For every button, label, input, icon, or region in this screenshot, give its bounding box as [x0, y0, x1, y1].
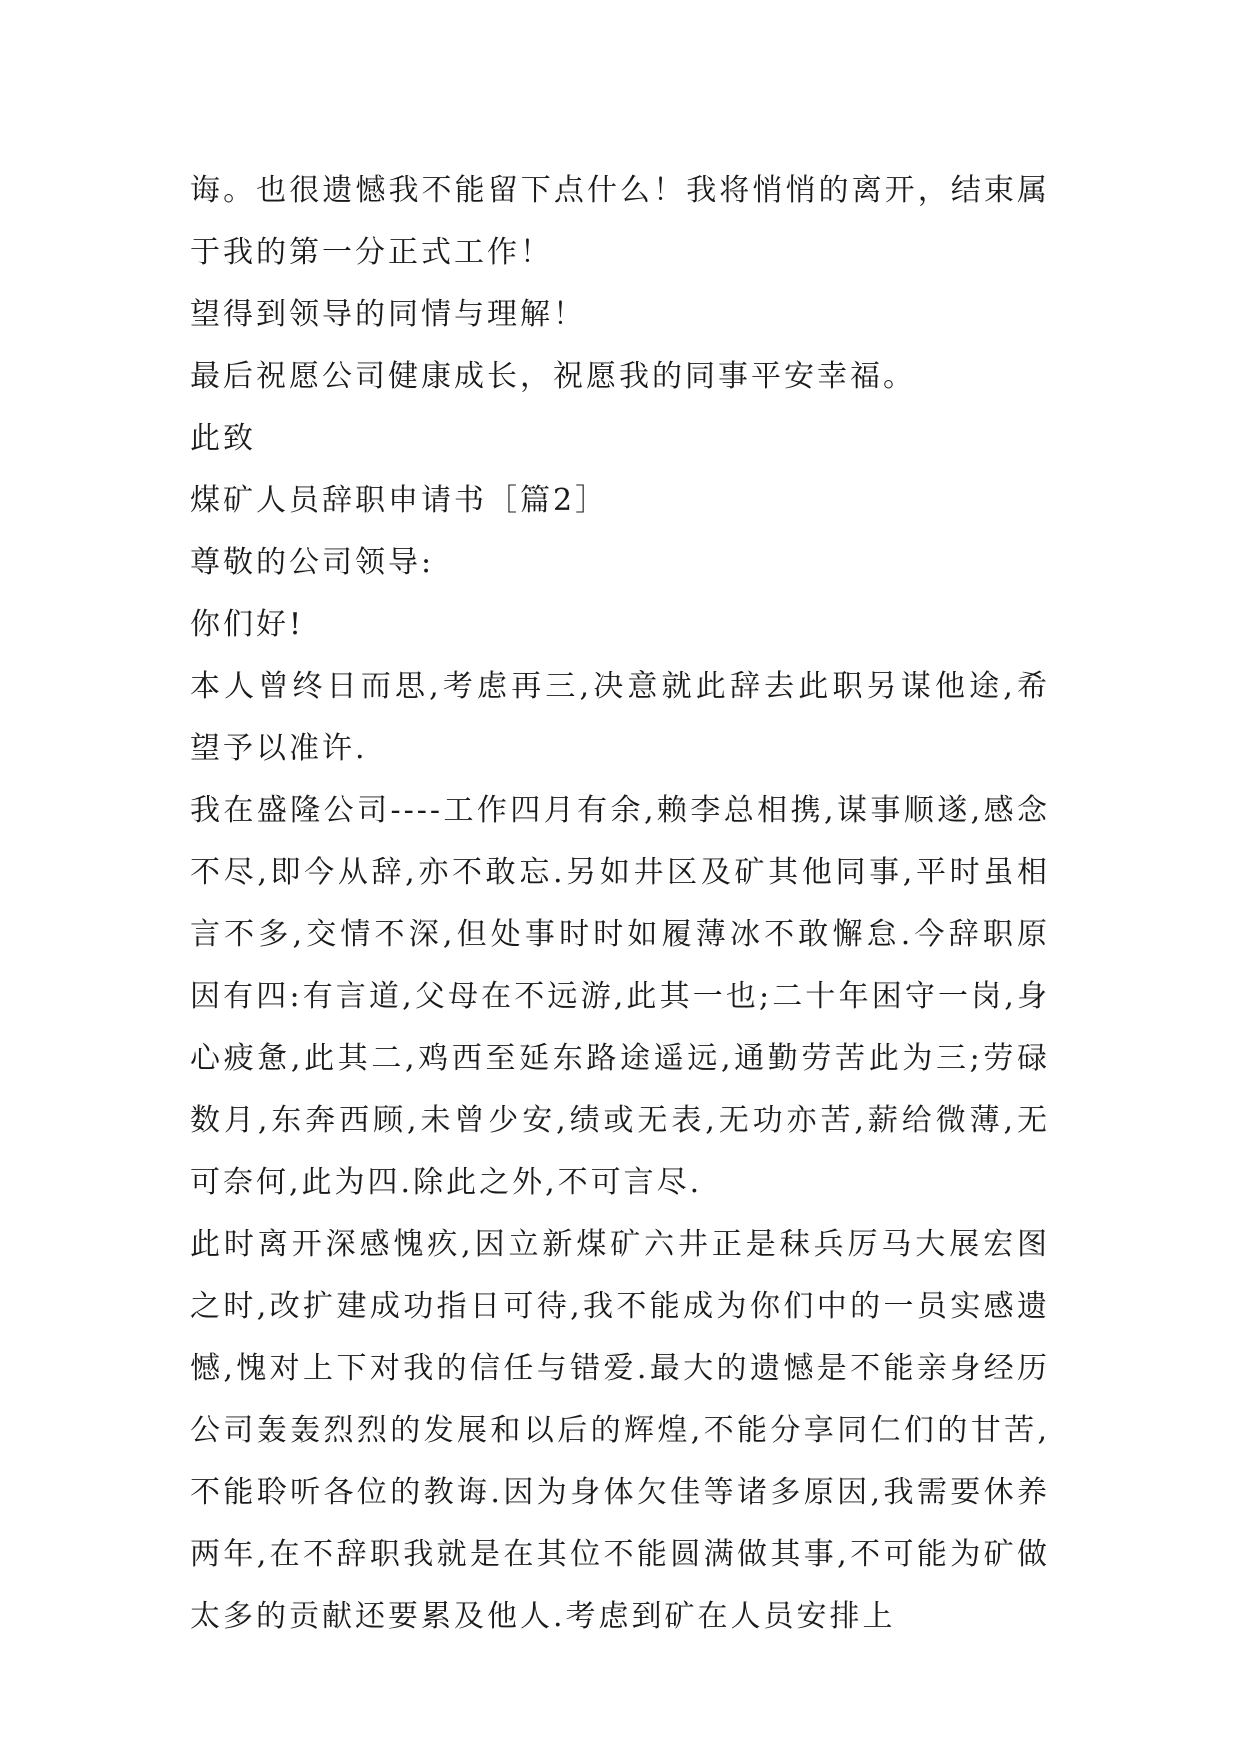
paragraph-regret: 此时离开深感愧疚,因立新煤矿六井正是秣兵厉马大展宏图之时,改扩建成功指日可待,我不能成为你们中的一员实感遗憾,愧对上下对我的信任与错爱.最大的遗憾是不能亲身经历公司轰轰烈烈的发展和以后的辉煌,不能分享同仁们的甘苦,不能聆听各位的教诲.因为身体欠佳等诸多原因,我需要休养两年,在不辞职我就是在其位不能圆满做其事,不可能为矿做太多的贡献还要累及他人.考虑到矿在人员安排上 [190, 1227, 1050, 1634]
section-heading: 煤矿人员辞职申请书［篇2］ [190, 483, 609, 518]
paragraph-greeting-addressee: 尊敬的公司领导: [190, 545, 435, 580]
paragraph-salutation-close: 此致 [190, 421, 256, 456]
paragraph-best-wishes: 最后祝愿公司健康成长，祝愿我的同事平安幸福。 [190, 359, 916, 394]
paragraph-intent: 本人曾终日而思,考虑再三,决意就此辞去此职另谋他途,希望予以准许. [190, 669, 1050, 766]
paragraph-hope-understanding: 望得到领导的同情与理解！ [190, 297, 586, 332]
document-body [190, 160, 1050, 1648]
paragraph-reasons: 我在盛隆公司----工作四月有余,赖李总相携,谋事顺遂,感念不尽,即今从辞,亦不敢忘.另如井区及矿其他同事,平时虽相言不多,交情不深,但处事时时如履薄冰不敢懈怠.今辞职原因有四:有言道,父母在不远游,此其一也;二十年困守一岗,身心疲惫,此其二,鸡西至延东路途遥远,通勤劳苦此为三;劳碌数月,东奔西顾,未曾少安,绩或无表,无功亦苦,薪给微薄,无可奈何,此为四.除此之外,不可言尽. [190, 793, 1050, 1200]
paragraph-greeting: 你们好! [190, 607, 305, 642]
paragraph-closing-lament: 诲。也很遗憾我不能留下点什么！我将悄悄的离开，结束属于我的第一分正式工作！ [190, 173, 1050, 270]
